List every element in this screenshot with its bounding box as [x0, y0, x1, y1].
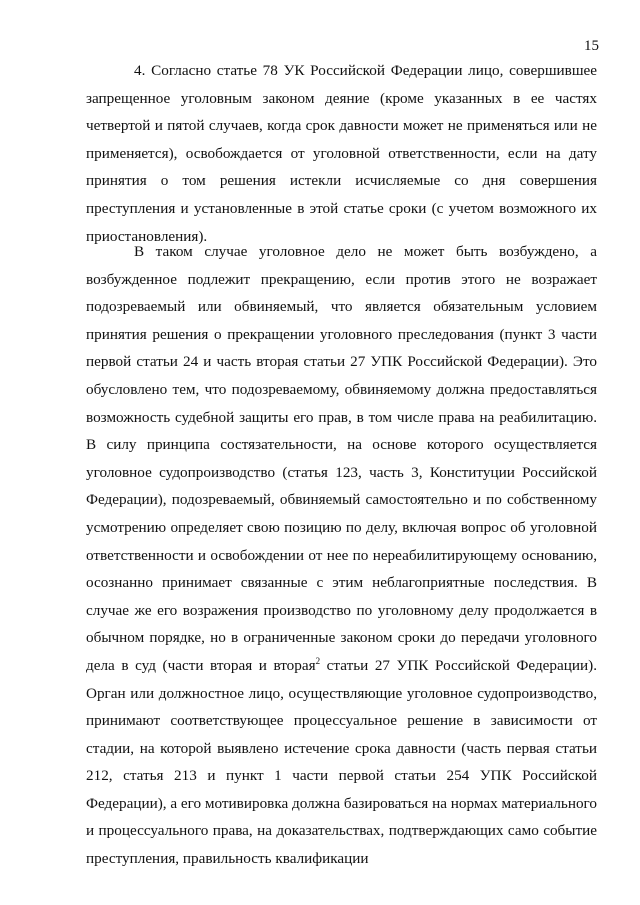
paragraph-1: 4. Согласно статье 78 УК Российской Федерации лицо, совершившее запрещенное уголовным законом деяние (кроме указанных в ее частях четвертой и пятой случаев, когда срок давности может не применяться или не применяется), освобождается от уголовной ответственности, если на дату принятия о том решения истекли исчисляемые со дня совершения преступления и установленные в этой статье сроки (с учетом возможного их приостановления).: [86, 62, 597, 245]
superscript-2: 2: [315, 655, 321, 666]
paragraph-2-text-after-superscript: статьи 27 УПК Российской Федерации). Орган или должностное лицо, осуществляющие уголовное судопроизводство, принимают соответствующее процессуальное решение в зависимости от стадии, на которой выявлено истечение срока давности (часть первая статьи 212, статья 213 и пункт 1 части первой статьи 254 УПК Российской Федерации), а его мотивировка должна базироваться на нормах материального и процессуального права, на доказательствах, подтверждающих само событие преступления, правильность квалификации: [86, 656, 597, 868]
paragraph-2-text-before-superscript: В таком случае уголовное дело не может быть возбуждено, а возбужденное подлежит прекращению, если против этого не возражает подозреваемый или обвиняемый, что является обязательным условием принятия решения о прекращении уголовного преследования (пункт 3 части первой статьи 24 и часть вторая статьи 27 УПК Российской Федерации). Это обусловлено тем, что подозреваемому, обвиняемому должна предоставляться возможность судебной защиты его прав, в том числе права на реабилитацию. В силу принципа состязательности, на основе которого осуществляется уголовное судопроизводство (статья 123, часть 3, Конституции Российской Федерации), подозреваемый, обвиняемый самостоятельно и по собственному усмотрению определяет свою позицию по делу, включая вопрос об уголовной ответственности и освобождении от нее по нереабилитирующему основанию, осознанно принимает связанные с этим неблагоприятные последствия. В случае же его возражения производство по уголовному делу продолжается в обычном порядке, но в ограниченные законом сроки до передачи уголовного дела в суд (части вторая и вторая: [86, 243, 597, 674]
paragraph-1-block: [86, 57, 597, 250]
paragraph-2: [86, 238, 597, 873]
paragraph-2-block: [86, 238, 597, 873]
page-number: 15: [584, 38, 599, 54]
